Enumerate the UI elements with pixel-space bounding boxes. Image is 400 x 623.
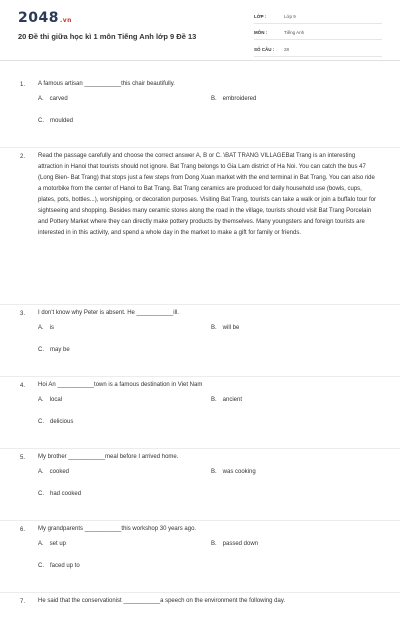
answer-options	[38, 535, 382, 581]
question-text: Hoi An ___________town is a famous destination in Viet Nam	[38, 382, 203, 388]
option-letter: C.	[38, 347, 44, 353]
question-number: 6.	[20, 527, 26, 533]
question-item	[0, 593, 400, 623]
meta-row-question-count	[254, 43, 382, 57]
option-text: faced up to	[50, 563, 80, 569]
option-text: local	[49, 397, 63, 403]
question-number: 1.	[20, 82, 26, 88]
answer-option[interactable]	[38, 347, 70, 353]
answer-option[interactable]	[38, 419, 73, 425]
question-text: My brother ___________meal before I arrived home.	[38, 454, 179, 460]
question-item	[0, 148, 400, 305]
answer-option[interactable]	[211, 541, 258, 547]
question-text: He said that the conservationist ___________a speech on the environment the following day.	[38, 598, 286, 604]
answer-option[interactable]	[38, 325, 54, 331]
option-letter: C.	[38, 491, 44, 497]
question-list	[0, 76, 400, 623]
option-letter: A.	[38, 325, 44, 331]
meta-row-subject	[254, 27, 382, 41]
option-text: is	[49, 325, 55, 331]
document-title: 20 Đề thi giữa học kì 1 môn Tiếng Anh lớp 9 Đề 13	[18, 32, 197, 41]
answer-option[interactable]	[211, 325, 239, 331]
option-letter: C.	[38, 563, 44, 569]
option-letter: B.	[211, 397, 217, 403]
site-logo[interactable]	[18, 10, 72, 26]
answer-options	[38, 463, 382, 509]
meta-label: MÔN :	[254, 30, 268, 36]
answer-options	[38, 391, 382, 437]
answer-option[interactable]	[38, 469, 69, 475]
meta-value: 28	[284, 46, 290, 52]
question-item	[0, 449, 400, 521]
option-letter: A.	[38, 541, 44, 547]
question-number: 5.	[20, 455, 26, 461]
question-text: A famous artisan ___________this chair beautifully.	[38, 81, 175, 87]
option-text: delicious	[50, 419, 74, 425]
option-text: passed down	[222, 541, 259, 547]
logo-suffix: .vn	[59, 17, 72, 24]
meta-value: Lớp 9	[284, 13, 296, 19]
question-number: 3.	[20, 311, 26, 317]
answer-options	[38, 319, 382, 365]
meta-value: Tiếng Anh	[284, 30, 305, 36]
option-letter: B.	[211, 325, 217, 331]
answer-option[interactable]	[38, 397, 62, 403]
option-letter: A.	[38, 469, 44, 475]
option-text: may be	[50, 347, 70, 353]
option-letter: C.	[38, 419, 44, 425]
option-letter: B.	[211, 469, 217, 475]
meta-label: LỚP :	[254, 13, 267, 19]
option-text: will be	[222, 325, 240, 331]
option-text: carved	[49, 96, 68, 102]
question-item	[0, 76, 400, 148]
option-text: ancient	[222, 397, 243, 403]
page-header	[0, 0, 400, 61]
answer-option[interactable]	[38, 541, 66, 547]
option-text: cooked	[49, 469, 70, 475]
question-text: I don't know why Peter is absent. He ___________ill.	[38, 310, 179, 316]
question-item	[0, 521, 400, 593]
meta-label: SỐ CÂU :	[254, 46, 275, 52]
option-letter: C.	[38, 118, 44, 124]
question-item	[0, 377, 400, 449]
option-text: set up	[49, 541, 67, 547]
question-number: 2.	[20, 154, 26, 160]
document-meta	[254, 10, 382, 60]
answer-option[interactable]	[211, 96, 256, 102]
option-letter: A.	[38, 397, 44, 403]
option-text: was cooking	[222, 469, 256, 475]
answer-option[interactable]	[211, 469, 256, 475]
logo-text: 2048	[18, 10, 59, 26]
answer-options	[38, 90, 382, 136]
answer-option[interactable]	[38, 491, 81, 497]
answer-option[interactable]	[38, 563, 80, 569]
option-letter: B.	[211, 96, 217, 102]
question-number: 4.	[20, 383, 26, 389]
answer-option[interactable]	[38, 96, 68, 102]
question-number: 7.	[20, 599, 26, 605]
reading-passage: Read the passage carefully and choose the correct answer A, B or C. \BAT TRANG VILLAGEBat Trang is an interesting attraction in Hanoi that tourists should not ignore. Bat Trang belongs to Gia Lam district of Ha Noi. You can catch the bus 47 (Long Bien- Bat Trang) that stops just a few steps from Dong Xuan market with the end terminal in Bat Trang. You can also ride a motorbike from the center of Hanoi to Bat Trang. Bat Trang ceramics are produced for daily household use (bowls, cups, plates, pots, bottles...), worshipping, or decoration purposes. Visiting Bat Trang, tourists can take a walk or join a buffalo tour for sightseeing and shopping. Besides many ceramic stores along the road in the village, tourists should visit Bat Trang Porcelain and Pottery Market where they can directly make pottery products by themselves. Many youngsters and foreign tourists are interested in in this activity, and spend a whole day in the market to make a gift for family or friends.	[38, 153, 376, 236]
option-text: embroidered	[222, 96, 257, 102]
option-text: moulded	[50, 118, 74, 124]
answer-option[interactable]	[38, 118, 73, 124]
option-letter: B.	[211, 541, 217, 547]
answer-option[interactable]	[211, 397, 242, 403]
option-letter: A.	[38, 96, 44, 102]
meta-row-class	[254, 10, 382, 24]
question-text: My grandparents ___________this workshop 30 years ago.	[38, 526, 197, 532]
question-item	[0, 305, 400, 377]
option-text: had cooked	[50, 491, 82, 497]
